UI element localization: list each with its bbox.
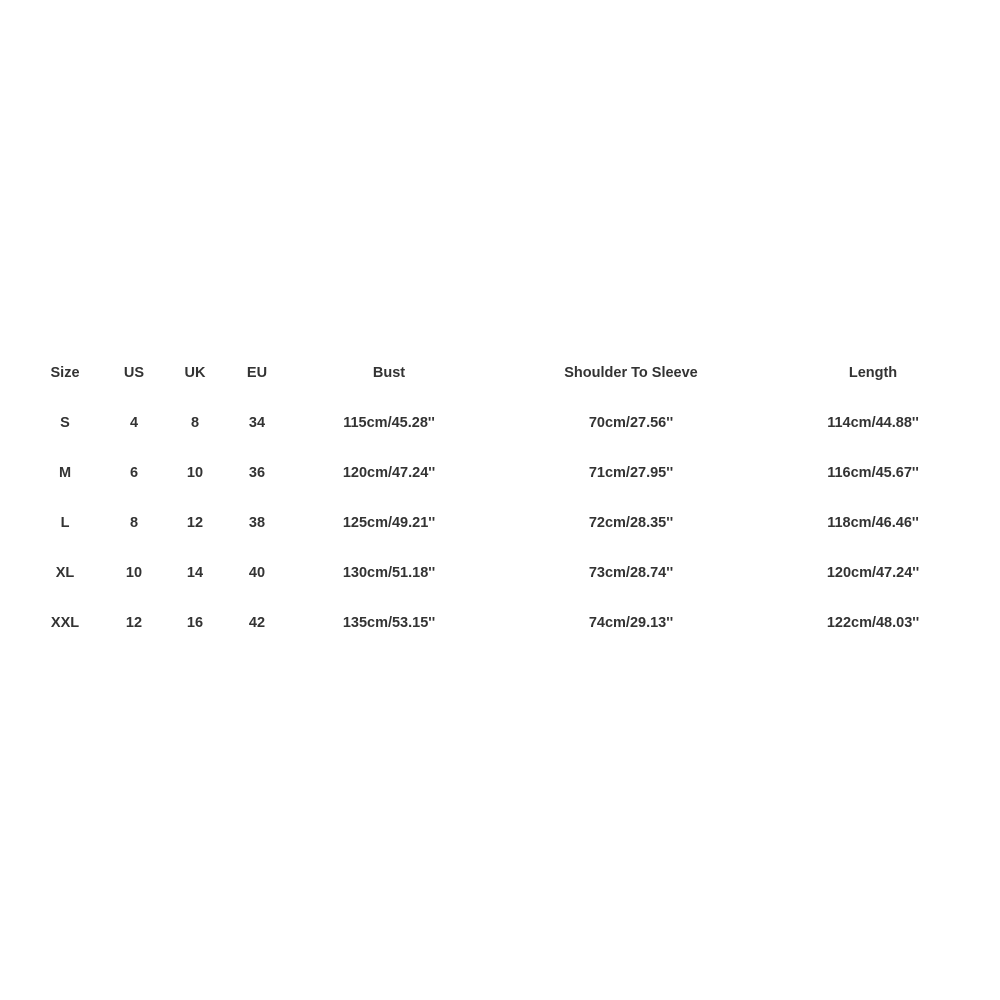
header-size: Size xyxy=(50,365,80,381)
cell-uk: 12 xyxy=(186,515,204,531)
cell-size: M xyxy=(58,465,72,481)
cell-bust: 120cm/47.24'' xyxy=(342,465,436,481)
cell-length: 120cm/47.24'' xyxy=(826,565,920,581)
cell-shoulder-to-sleeve: 71cm/27.95'' xyxy=(588,465,674,481)
cell-length: 114cm/44.88'' xyxy=(827,415,919,431)
cell-us: 6 xyxy=(129,465,139,481)
cell-eu: 40 xyxy=(248,565,266,581)
cell-size: XL xyxy=(55,565,75,581)
header-shoulder-to-sleeve: Shoulder To Sleeve xyxy=(564,365,698,381)
header-uk: UK xyxy=(184,365,206,381)
cell-eu: 34 xyxy=(248,415,266,431)
table-header-row xyxy=(0,348,1000,398)
cell-bust: 115cm/45.28'' xyxy=(343,415,435,431)
cell-us: 10 xyxy=(125,565,143,581)
cell-length: 116cm/45.67'' xyxy=(827,465,919,481)
cell-eu: 38 xyxy=(248,515,266,531)
table-row xyxy=(0,398,1000,448)
cell-size: L xyxy=(60,515,70,531)
cell-eu: 42 xyxy=(248,615,266,631)
header-bust: Bust xyxy=(372,365,406,381)
cell-uk: 10 xyxy=(186,465,204,481)
cell-shoulder-to-sleeve: 73cm/28.74'' xyxy=(588,565,674,581)
header-length: Length xyxy=(848,365,898,381)
cell-length: 118cm/46.46'' xyxy=(827,515,919,531)
header-us: US xyxy=(123,365,145,381)
cell-us: 8 xyxy=(129,515,139,531)
cell-uk: 8 xyxy=(190,415,200,431)
cell-us: 12 xyxy=(125,615,143,631)
table-row xyxy=(0,448,1000,498)
cell-bust: 125cm/49.21'' xyxy=(342,515,436,531)
size-chart-table xyxy=(0,348,1000,648)
cell-shoulder-to-sleeve: 72cm/28.35'' xyxy=(588,515,674,531)
cell-size: XXL xyxy=(50,615,80,631)
header-eu: EU xyxy=(246,365,268,381)
table-row xyxy=(0,548,1000,598)
cell-us: 4 xyxy=(129,415,139,431)
cell-bust: 130cm/51.18'' xyxy=(342,565,436,581)
table-row xyxy=(0,498,1000,548)
cell-size: S xyxy=(60,415,70,431)
cell-shoulder-to-sleeve: 74cm/29.13'' xyxy=(588,615,674,631)
cell-uk: 16 xyxy=(186,615,204,631)
cell-shoulder-to-sleeve: 70cm/27.56'' xyxy=(588,415,674,431)
cell-eu: 36 xyxy=(248,465,266,481)
table-row xyxy=(0,598,1000,648)
cell-bust: 135cm/53.15'' xyxy=(342,615,436,631)
cell-length: 122cm/48.03'' xyxy=(826,615,920,631)
cell-uk: 14 xyxy=(186,565,204,581)
